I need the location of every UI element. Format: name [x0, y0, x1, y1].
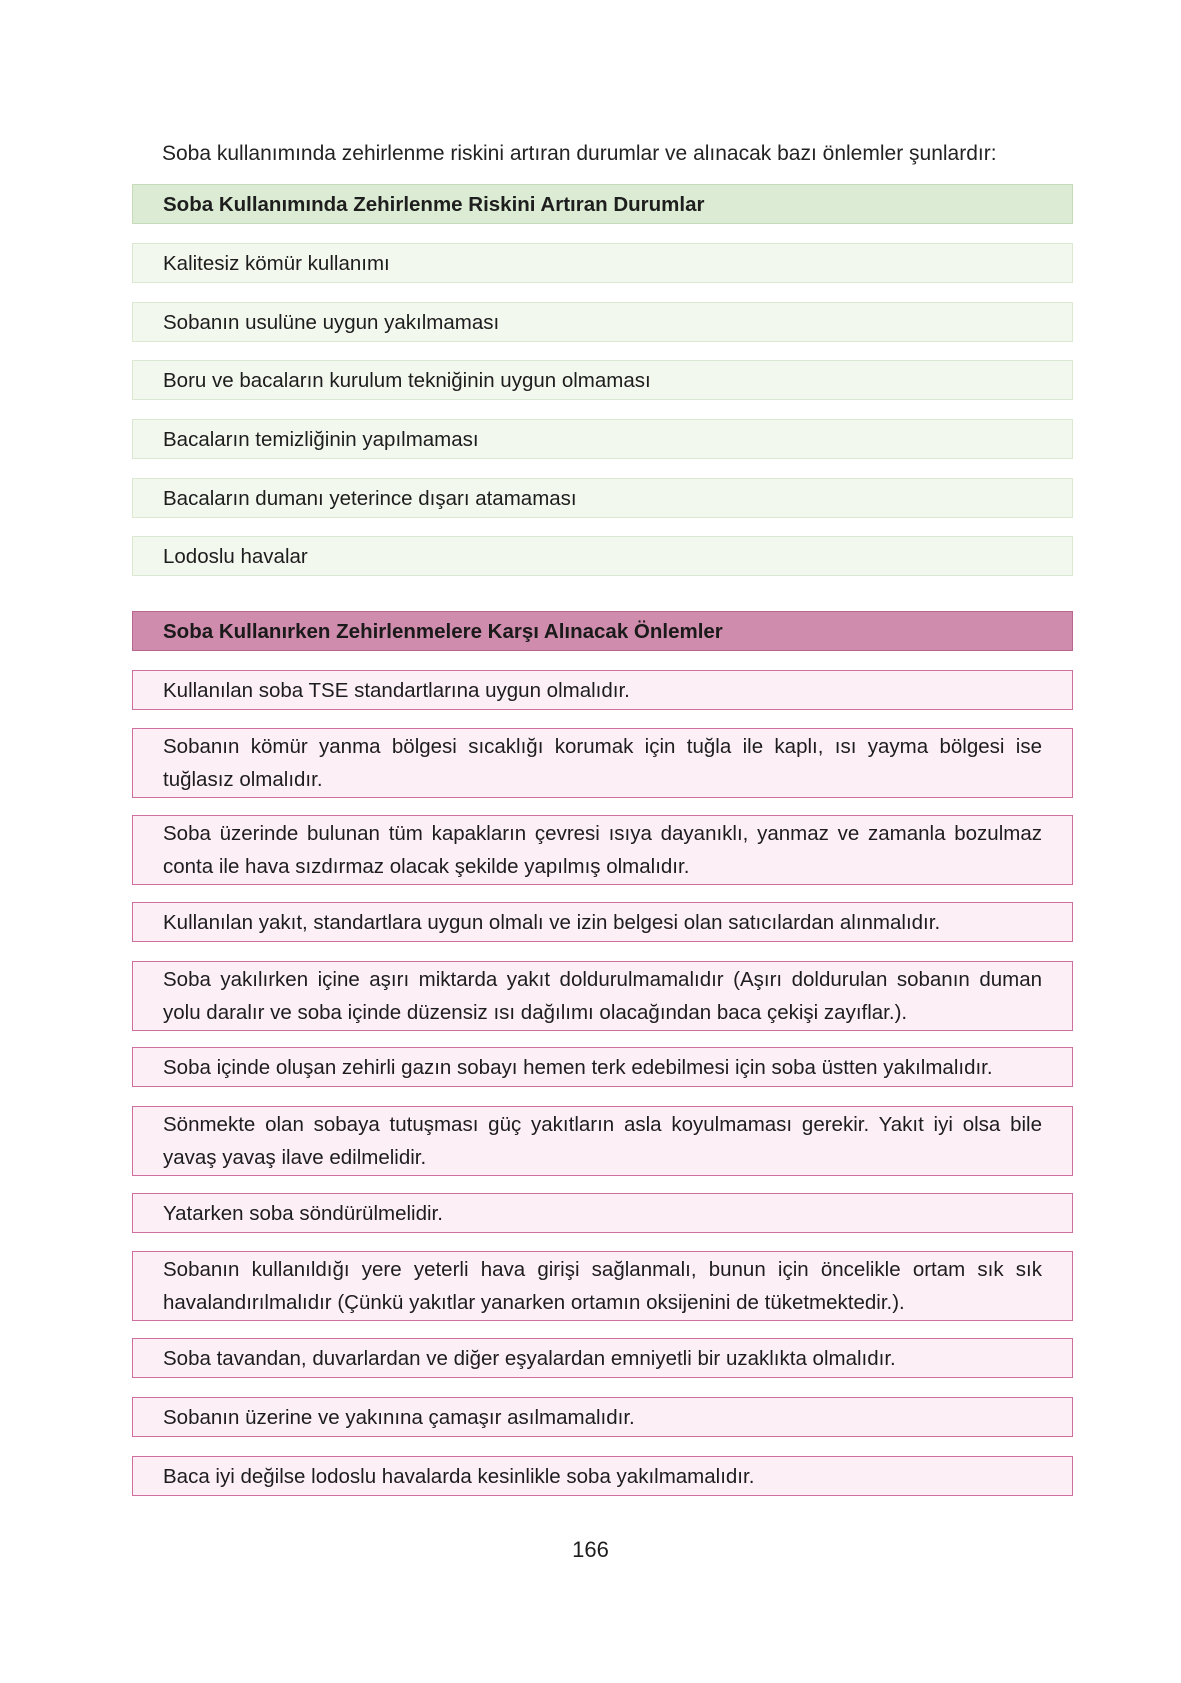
risk-row	[132, 419, 1073, 459]
risks-table-header	[132, 184, 1073, 224]
precaution-row	[132, 961, 1073, 1031]
precaution-item-text: Yatarken soba söndürülmelidir.	[163, 1201, 443, 1225]
precaution-item-text: Soba üzerinde bulunan tüm kapakların çevresi ısıya dayanıklı, yanmaz ve zamanla bozulmaz conta ile hava sızdırmaz olacak şekilde yapılmış olmalıdır.	[163, 822, 1042, 878]
risk-row	[132, 243, 1073, 283]
risk-row	[132, 536, 1073, 576]
precaution-item-text: Sönmekte olan sobaya tutuşması güç yakıtların asla koyulmaması gerekir. Yakıt iyi olsa bile yavaş yavaş ilave edilmelidir.	[163, 1113, 1042, 1169]
risk-item-text: Lodoslu havalar	[163, 544, 308, 568]
risk-row	[132, 360, 1073, 400]
precautions-header-label: Soba Kullanırken Zehirlenmelere Karşı Alınacak Önlemler	[163, 619, 723, 643]
risk-item-text: Sobanın usulüne uygun yakılmaması	[163, 310, 500, 334]
precaution-row	[132, 1193, 1073, 1233]
precaution-item-text: Soba tavandan, duvarlardan ve diğer eşyalardan emniyetli bir uzaklıkta olmalıdır.	[163, 1346, 896, 1370]
risk-row	[132, 302, 1073, 342]
risk-item-text: Bacaların temizliğinin yapılmaması	[163, 427, 479, 451]
intro-text: Soba kullanımında zehirlenme riskini artıran durumlar ve alınacak bazı önlemler şunlardır:	[162, 142, 997, 165]
precaution-item-text: Soba içinde oluşan zehirli gazın sobayı hemen terk edebilmesi için soba üstten yakılmalıdır.	[163, 1055, 993, 1079]
risk-item-text: Bacaların dumanı yeterince dışarı atamaması	[163, 486, 577, 510]
precaution-row	[132, 902, 1073, 942]
precaution-row	[132, 1338, 1073, 1378]
precaution-item-text: Sobanın kömür yanma bölgesi sıcaklığı korumak için tuğla ile kaplı, ısı yayma bölgesi ise tuğlasız olmalıdır.	[163, 735, 1042, 791]
precaution-row	[132, 1456, 1073, 1496]
precaution-row	[132, 728, 1073, 798]
precaution-row	[132, 1047, 1073, 1087]
precaution-item-text: Kullanılan soba TSE standartlarına uygun olmalıdır.	[163, 678, 630, 702]
precaution-item-text: Baca iyi değilse lodoslu havalarda kesinlikle soba yakılmamalıdır.	[163, 1464, 755, 1488]
page-number: 166	[572, 1537, 609, 1562]
risk-row	[132, 478, 1073, 518]
precaution-row	[132, 1106, 1073, 1176]
precautions-table-header	[132, 611, 1073, 651]
risk-item-text: Boru ve bacaların kurulum tekniğinin uygun olmaması	[163, 368, 651, 392]
precaution-item-text: Sobanın kullanıldığı yere yeterli hava girişi sağlanmalı, bunun için öncelikle ortam sık sık havalandırılmalıdır (Çünkü yakıtlar yanarken ortamın oksijenini de tüketmektedir.).	[163, 1258, 1042, 1314]
risk-item-text: Kalitesiz kömür kullanımı	[163, 251, 390, 275]
precaution-row	[132, 1397, 1073, 1437]
precaution-row	[132, 670, 1073, 710]
precaution-row	[132, 1251, 1073, 1321]
precaution-item-text: Sobanın üzerine ve yakınına çamaşır asılmamalıdır.	[163, 1405, 635, 1429]
precaution-row	[132, 815, 1073, 885]
risks-header-label: Soba Kullanımında Zehirlenme Riskini Artıran Durumlar	[163, 192, 705, 216]
precaution-item-text: Soba yakılırken içine aşırı miktarda yakıt doldurulmamalıdır (Aşırı doldurulan sobanın duman yolu daralır ve soba içinde düzensiz ısı dağılımı olacağından baca çekişi zayıflar.).	[163, 968, 1042, 1024]
precaution-item-text: Kullanılan yakıt, standartlara uygun olmalı ve izin belgesi olan satıcılardan alınmalıdır.	[163, 910, 941, 934]
